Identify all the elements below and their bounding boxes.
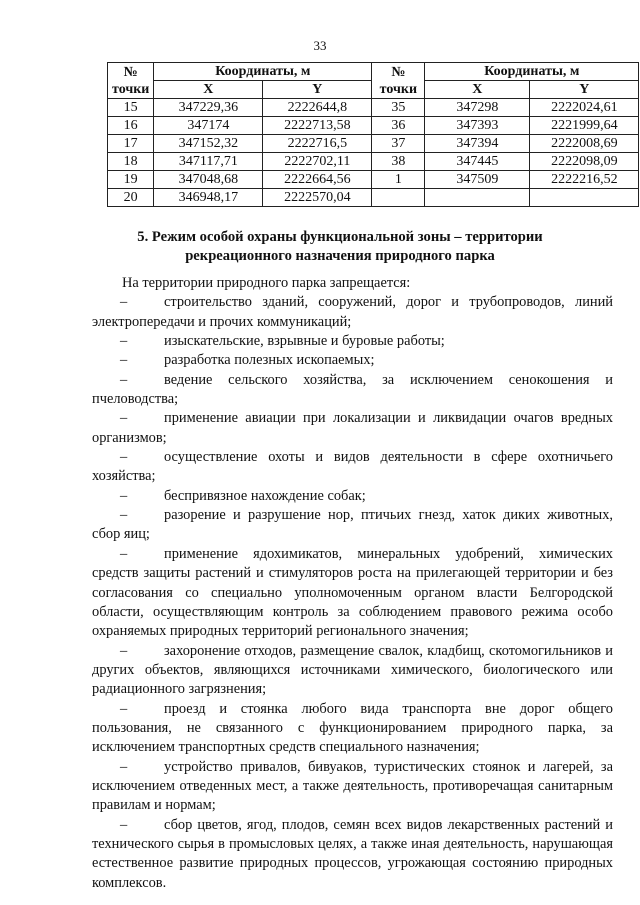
point-number-header-right xyxy=(372,63,425,99)
y-cell-right: 2222024,61 xyxy=(530,99,639,117)
list-item-text: проезд и стоянка любого вида транспорта вне дорог общего пользования, не связанного с функционированием природного парка, за исключением транспортных средств специального назначения; xyxy=(92,700,613,756)
point-number-header-right-line2: точки xyxy=(379,81,418,97)
dash-marker: – xyxy=(120,294,128,311)
dash-marker: – xyxy=(120,545,128,562)
dash-marker: – xyxy=(120,507,128,524)
x-cell-right: 347445 xyxy=(425,153,530,171)
table-header-row xyxy=(108,63,639,81)
y-cell-right: 2222098,09 xyxy=(530,153,639,171)
y-cell: 2222713,58 xyxy=(263,117,372,135)
x-cell-right: 347394 xyxy=(425,135,530,153)
coordinates-header-right: Координаты, м xyxy=(425,63,639,81)
point-number-header xyxy=(108,63,154,99)
point-number-header-line1: № xyxy=(123,64,138,80)
point-number-header-right-line1: № xyxy=(391,64,406,80)
list-item xyxy=(92,700,613,758)
list-item-text: осуществление охоты и видов деятельности в сфере охотничьего хозяйства; xyxy=(92,449,613,485)
list-item xyxy=(92,409,613,448)
y-cell: 2222664,56 xyxy=(263,171,372,189)
y-cell: 2222702,11 xyxy=(263,153,372,171)
list-item-text: применение авиации при локализации и ликвидации очагов вредных организмов; xyxy=(92,410,613,446)
list-item-text: сбор цветов, ягод, плодов, семян всех видов лекарственных растений и технического сырья в промысловых целях, а также иная деятельность, нарушающая естественное развитие природных процессов, угрожающая состоянию природных комплексов. xyxy=(92,816,613,891)
list-item-text: разработка полезных ископаемых; xyxy=(164,352,375,369)
x-cell: 347152,32 xyxy=(154,135,263,153)
point-number-cell-right xyxy=(372,189,425,207)
y-cell-right: 2222008,69 xyxy=(530,135,639,153)
prohibitions-list xyxy=(92,293,613,893)
list-item-text: строительство зданий, сооружений, дорог и трубопроводов, линий электропередачи и прочих коммуникаций; xyxy=(92,294,613,330)
point-number-cell: 16 xyxy=(108,117,154,135)
dash-marker: – xyxy=(120,700,128,717)
list-item xyxy=(92,293,613,332)
x-cell-right: 347393 xyxy=(425,117,530,135)
intro-paragraph: На территории природного парка запрещается: xyxy=(122,275,411,291)
list-item-text: устройство привалов, бивуаков, туристических стоянок и лагерей, за исключением отведенных мест, а также деятельность, противоречащая санитарным правилам и нормам; xyxy=(92,758,613,814)
y-header-right: Y xyxy=(530,81,639,99)
list-item xyxy=(92,642,613,700)
list-item-text: ведение сельского хозяйства, за исключением сенокошения и пчеловодства; xyxy=(92,371,613,408)
dash-marker: – xyxy=(120,333,128,350)
dash-marker: – xyxy=(120,352,128,369)
list-item xyxy=(92,351,613,370)
y-cell-right: 2221999,64 xyxy=(530,117,639,135)
x-cell: 346948,17 xyxy=(154,189,263,207)
list-item xyxy=(92,816,613,893)
point-number-cell-right: 35 xyxy=(372,99,425,117)
table-row xyxy=(108,171,639,189)
dash-marker: – xyxy=(120,487,128,504)
point-number-cell: 20 xyxy=(108,189,154,207)
x-cell-right: 347509 xyxy=(425,171,530,189)
list-item xyxy=(92,545,613,642)
table-row xyxy=(108,189,639,207)
section-title-line1: 5. Режим особой охраны функциональной зоны – территории xyxy=(137,229,543,245)
y-cell: 2222570,04 xyxy=(263,189,372,207)
coordinates-header: Координаты, м xyxy=(154,63,372,81)
coordinates-table xyxy=(107,62,639,207)
list-item-text: разорение и разрушение нор, птичьих гнезд, хаток диких животных, сбор яиц; xyxy=(92,507,613,543)
x-header-right: X xyxy=(425,81,530,99)
x-cell: 347048,68 xyxy=(154,171,263,189)
x-cell-right xyxy=(425,189,530,207)
dash-marker: – xyxy=(120,371,128,388)
point-number-cell: 15 xyxy=(108,99,154,117)
y-cell-right xyxy=(530,189,639,207)
dash-marker: – xyxy=(120,816,128,833)
dash-marker: – xyxy=(120,758,128,775)
dash-marker: – xyxy=(120,642,128,659)
table-row xyxy=(108,117,639,135)
body-text xyxy=(92,274,613,893)
x-header: X xyxy=(154,81,263,99)
table-row xyxy=(108,99,639,117)
list-item xyxy=(92,758,613,816)
point-number-cell: 18 xyxy=(108,153,154,171)
list-item xyxy=(92,487,613,506)
point-number-cell: 19 xyxy=(108,171,154,189)
list-item-text: захоронение отходов, размещение свалок, кладбищ, скотомогильников и других объектов, являющихся источниками химического, биологического или радиационного загрязнения; xyxy=(92,642,613,698)
point-number-cell: 17 xyxy=(108,135,154,153)
dash-marker: – xyxy=(120,410,128,427)
x-cell-right: 347298 xyxy=(425,99,530,117)
y-cell: 2222716,5 xyxy=(263,135,372,153)
table-row xyxy=(108,153,639,171)
list-item xyxy=(92,371,613,410)
section-title-line2: рекреационного назначения природного парка xyxy=(185,248,495,264)
point-number-cell-right: 1 xyxy=(372,171,425,189)
list-item-text: беспривязное нахождение собак; xyxy=(164,487,366,504)
point-number-cell-right: 37 xyxy=(372,135,425,153)
x-cell: 347117,71 xyxy=(154,153,263,171)
list-item-text: применение ядохимикатов, минеральных удобрений, химических средств защиты растений и стимуляторов роста на прилегающей территории и без согласования со специально уполномоченным органом власти Белгородской области, осуществляющим контроль за соблюдением правового режима особо охраняемых природных территорий регионального значения; xyxy=(92,545,613,640)
point-number-cell-right: 38 xyxy=(372,153,425,171)
point-number-cell-right: 36 xyxy=(372,117,425,135)
y-header: Y xyxy=(263,81,372,99)
x-cell: 347229,36 xyxy=(154,99,263,117)
point-number-header-line2: точки xyxy=(112,81,150,97)
table-row xyxy=(108,135,639,153)
x-cell: 347174 xyxy=(154,117,263,135)
list-item xyxy=(92,332,613,351)
y-cell: 2222644,8 xyxy=(263,99,372,117)
coordinates-table-body xyxy=(108,99,639,207)
section-title xyxy=(80,228,600,266)
list-item xyxy=(92,448,613,487)
list-item xyxy=(92,506,613,545)
y-cell-right: 2222216,52 xyxy=(530,171,639,189)
list-item-text: изыскательские, взрывные и буровые работы; xyxy=(164,333,445,350)
page-number: 33 xyxy=(313,38,327,53)
dash-marker: – xyxy=(120,449,128,466)
